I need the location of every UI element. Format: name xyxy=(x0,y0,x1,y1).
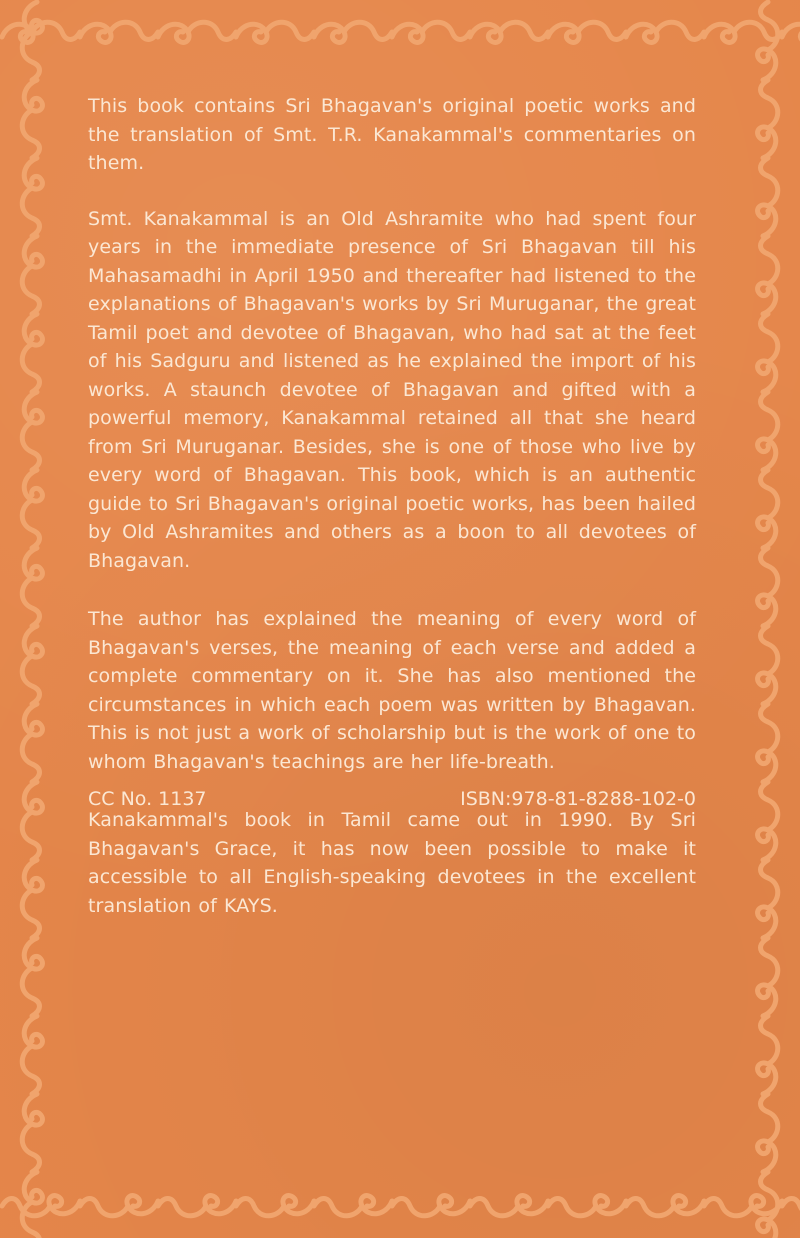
scroll-motif xyxy=(392,1196,470,1216)
left-border xyxy=(22,2,42,1238)
scroll-motif xyxy=(704,1196,782,1216)
scroll-motif xyxy=(22,392,42,470)
scroll-motif xyxy=(758,626,778,704)
cc-number: CC No. 1137 xyxy=(88,788,207,810)
bottom-border xyxy=(2,1196,800,1216)
description-text xyxy=(88,92,696,948)
right-border xyxy=(758,2,778,1238)
scroll-motif xyxy=(22,158,42,236)
scroll-motif xyxy=(236,1196,314,1216)
paragraph-translation: Kanakammal's book in Tamil came out in 1990. By Sri Bhagavan's Grace, it has now been possible to make it accessible to all English-speaking devotees in the excellent translation of KAYS. xyxy=(88,809,696,917)
scroll-motif xyxy=(470,22,548,42)
scroll-motif xyxy=(758,704,778,782)
scroll-motif xyxy=(626,22,704,42)
scroll-motif xyxy=(22,548,42,626)
paragraph-intro: This book contains Sri Bhagavan's original poetic works and the translation of Smt. T.R. Kanakammal's commentaries on them. xyxy=(88,95,696,174)
scroll-motif xyxy=(80,1196,158,1216)
scroll-motif xyxy=(22,1172,42,1238)
scroll-motif xyxy=(80,22,158,42)
scroll-motif xyxy=(22,80,42,158)
scroll-motif xyxy=(22,704,42,782)
scroll-motif xyxy=(22,1016,42,1094)
top-border xyxy=(2,22,800,42)
scroll-motif xyxy=(236,22,314,42)
scroll-motif xyxy=(758,2,778,80)
scroll-motif xyxy=(158,22,236,42)
scroll-motif xyxy=(758,158,778,236)
scroll-motif xyxy=(22,236,42,314)
isbn: ISBN:978-81-8288-102-0 xyxy=(460,788,696,810)
scroll-motif xyxy=(704,22,782,42)
scroll-motif xyxy=(758,392,778,470)
scroll-motif xyxy=(758,80,778,158)
scroll-motif xyxy=(22,860,42,938)
paragraph-author: Smt. Kanakammal is an Old Ashramite who had spent four years in the immediate presence of Sri Bhagavan till his Mahasamadhi in April 1950 and thereafter had listened to the explanations of Bhagavan's works by Sri Muruganar, the great Tamil poet and devotee of Bhagavan, who had sat at the feet of his Sadguru and listened as he explained the import of his works. A staunch devotee of Bhagavan and gifted with a powerful memory, Kanakammal retained all that she heard from Sri Muruganar. Besides, she is one of those who live by every word of Bhagavan. This book, which is an authentic guide to Sri Bhagavan's original poetic works, has been hailed by Old Ashramites and others as a boon to all devotees of Bhagavan. xyxy=(88,207,696,572)
paragraph-commentary: The author has explained the meaning of every word of Bhagavan's verses, the meaning of each verse and added a complete commentary on it. She has also mentioned the circumstances in which each poem was written by Bhagavan. This is not just a work of scholarship but is the work of one to whom Bhagavan's teachings are her life-breath. xyxy=(88,608,696,773)
scroll-motif xyxy=(758,1094,778,1172)
scroll-motif xyxy=(314,1196,392,1216)
scroll-motif xyxy=(758,548,778,626)
scroll-motif xyxy=(758,860,778,938)
scroll-motif xyxy=(392,22,470,42)
scroll-motif xyxy=(548,22,626,42)
scroll-motif xyxy=(22,314,42,392)
scroll-motif xyxy=(22,938,42,1016)
scroll-motif xyxy=(626,1196,704,1216)
scroll-motif xyxy=(758,314,778,392)
scroll-motif xyxy=(782,1196,800,1216)
scroll-motif xyxy=(314,22,392,42)
scroll-motif xyxy=(782,22,800,42)
scroll-motif xyxy=(22,626,42,704)
scroll-motif xyxy=(758,782,778,860)
scroll-motif xyxy=(22,1094,42,1172)
scroll-motif xyxy=(758,938,778,1016)
scroll-motif xyxy=(758,236,778,314)
footer-row xyxy=(88,788,696,810)
scroll-motif xyxy=(758,1016,778,1094)
scroll-motif xyxy=(470,1196,548,1216)
scroll-motif xyxy=(22,470,42,548)
scroll-motif xyxy=(548,1196,626,1216)
scroll-motif xyxy=(158,1196,236,1216)
scroll-motif xyxy=(22,782,42,860)
scroll-motif xyxy=(758,470,778,548)
